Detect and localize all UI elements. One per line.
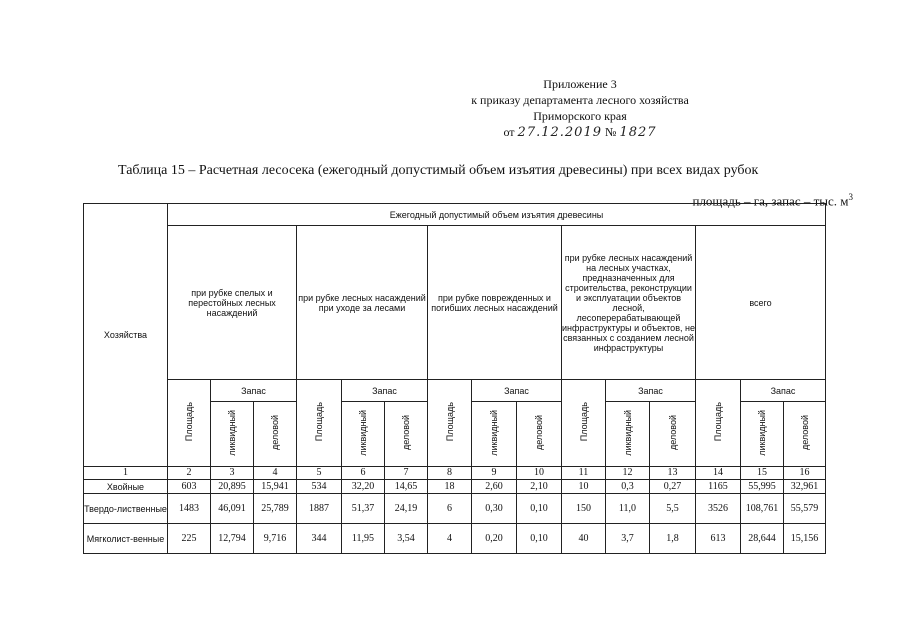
header-area [168,380,211,467]
header-liquid [606,402,650,467]
table-row [84,524,826,554]
cell: 613 [696,524,741,554]
cell: 28,644 [741,524,784,554]
cell: 15,941 [254,480,297,494]
appendix-title: Приложение 3 [543,77,617,91]
col-number: 8 [428,467,472,480]
header-farms: Хозяйства [84,204,168,467]
col-number: 13 [650,467,696,480]
liquid-label: ликвидный [622,410,633,456]
cell: 108,761 [741,494,784,524]
header-business [385,402,428,467]
liquid-label: ликвидный [489,410,499,456]
cell: 4 [428,524,472,554]
business-label: деловой [270,415,280,451]
cell: 15,156 [784,524,826,554]
col-number: 6 [342,467,385,480]
cell: 10 [562,480,606,494]
cell: 0,27 [650,480,696,494]
cell: 11,0 [606,494,650,524]
cell: 24,19 [385,494,428,524]
cell: 46,091 [211,494,254,524]
area-label: Площадь [713,402,723,442]
header-business [784,402,826,467]
cell: 0,10 [517,524,562,554]
cell: 1887 [297,494,342,524]
header-business [254,402,297,467]
header-business [650,402,696,467]
area-label: Площадь [184,402,194,442]
header-damaged-felling: при рубке поврежденных и погибших лесных насаждений [428,226,562,380]
units-text: площадь – га, запас – тыс. м [692,193,849,209]
cell: 1483 [168,494,211,524]
cell: 55,579 [784,494,826,524]
liquid-label: ликвидный [757,410,767,456]
col-number: 3 [211,467,254,480]
row-name: Твердо-лиственные [84,494,168,524]
cell: 3526 [696,494,741,524]
table-row [84,480,826,494]
cell: 18 [428,480,472,494]
header-total: всего [696,226,826,380]
cell: 3,54 [385,524,428,554]
col-number: 7 [385,467,428,480]
area-label: Площадь [578,402,589,442]
handwritten-number: 1827 [619,125,657,140]
cell: 3,7 [606,524,650,554]
cell: 534 [297,480,342,494]
col-number: 11 [562,467,606,480]
col-number: 10 [517,467,562,480]
col-number: 1 [84,467,168,480]
cell: 20,895 [211,480,254,494]
cell: 1,8 [650,524,696,554]
handwritten-date: 27.12.2019 [517,125,602,140]
row-name: Мягколист-венные [84,524,168,554]
cell: 40 [562,524,606,554]
row-name: Хвойные [84,480,168,494]
header-area [297,380,342,467]
cell: 5,5 [650,494,696,524]
col-number: 9 [472,467,517,480]
appendix-date-line [430,124,730,141]
cell: 0,20 [472,524,517,554]
appendix-order-line: к приказу департамента лесного хозяйства [471,93,689,107]
header-stock: Запас [606,380,696,402]
units-superscript: 3 [848,192,853,202]
cell: 150 [562,494,606,524]
business-label: деловой [401,415,411,451]
header-stock: Запас [472,380,562,402]
col-number: 4 [254,467,297,480]
col-number: 2 [168,467,211,480]
header-area [428,380,472,467]
header-business [517,402,562,467]
header-mature-felling: при рубке спелых и перестойных лесных насаждений [168,226,297,380]
business-label: деловой [667,415,678,451]
cell: 11,95 [342,524,385,554]
cell: 12,794 [211,524,254,554]
business-label: деловой [534,415,544,451]
cell: 0,30 [472,494,517,524]
cell: 344 [297,524,342,554]
table-title: Таблица 15 – Расчетная лесосека (ежегодный допустимый объем изъятия древесины) при всех видах рубок [118,163,759,178]
number-prefix: № [604,125,617,139]
cell: 6 [428,494,472,524]
col-number: 14 [696,467,741,480]
business-label: деловой [799,415,810,451]
liquid-label: ликвидный [227,410,237,456]
header-area [696,380,741,467]
appendix-block [430,76,730,141]
area-label: Площадь [444,402,455,442]
col-number: 15 [741,467,784,480]
cell: 2,10 [517,480,562,494]
cell: 14,65 [385,480,428,494]
cell: 9,716 [254,524,297,554]
header-liquid [472,402,517,467]
header-liquid [342,402,385,467]
cell: 25,789 [254,494,297,524]
cell: 32,20 [342,480,385,494]
header-stock: Запас [741,380,826,402]
cell: 55,995 [741,480,784,494]
header-stock: Запас [211,380,297,402]
header-area [562,380,606,467]
col-number: 12 [606,467,650,480]
header-care-felling: при рубке лесных насаждений при уходе за лесами [297,226,428,380]
header-liquid [211,402,254,467]
table-row [84,494,826,524]
col-number: 5 [297,467,342,480]
cell: 32,961 [784,480,826,494]
cell: 2,60 [472,480,517,494]
appendix-region-line: Приморского края [533,109,627,123]
cell: 0,10 [517,494,562,524]
column-number-row [84,467,826,480]
cell: 1165 [696,480,741,494]
header-infrastructure-felling: при рубке лесных насаждений на лесных участках, предназначенных для строительства, реконструкции и эксплуатации объектов лесной, лесоперерабатывающей инфраструктуры и объектов, не связанных с созданием лесной инфраструктуры [562,226,696,380]
header-liquid [741,402,784,467]
header-group: Ежегодный допустимый объем изъятия древесины [168,204,826,226]
cell: 0,3 [606,480,650,494]
liquid-label: ликвидный [358,410,368,456]
cell: 225 [168,524,211,554]
harvest-table [83,203,826,554]
area-label: Площадь [314,402,324,442]
cell: 51,37 [342,494,385,524]
date-prefix: от [503,125,515,139]
col-number: 16 [784,467,826,480]
header-stock: Запас [342,380,428,402]
cell: 603 [168,480,211,494]
